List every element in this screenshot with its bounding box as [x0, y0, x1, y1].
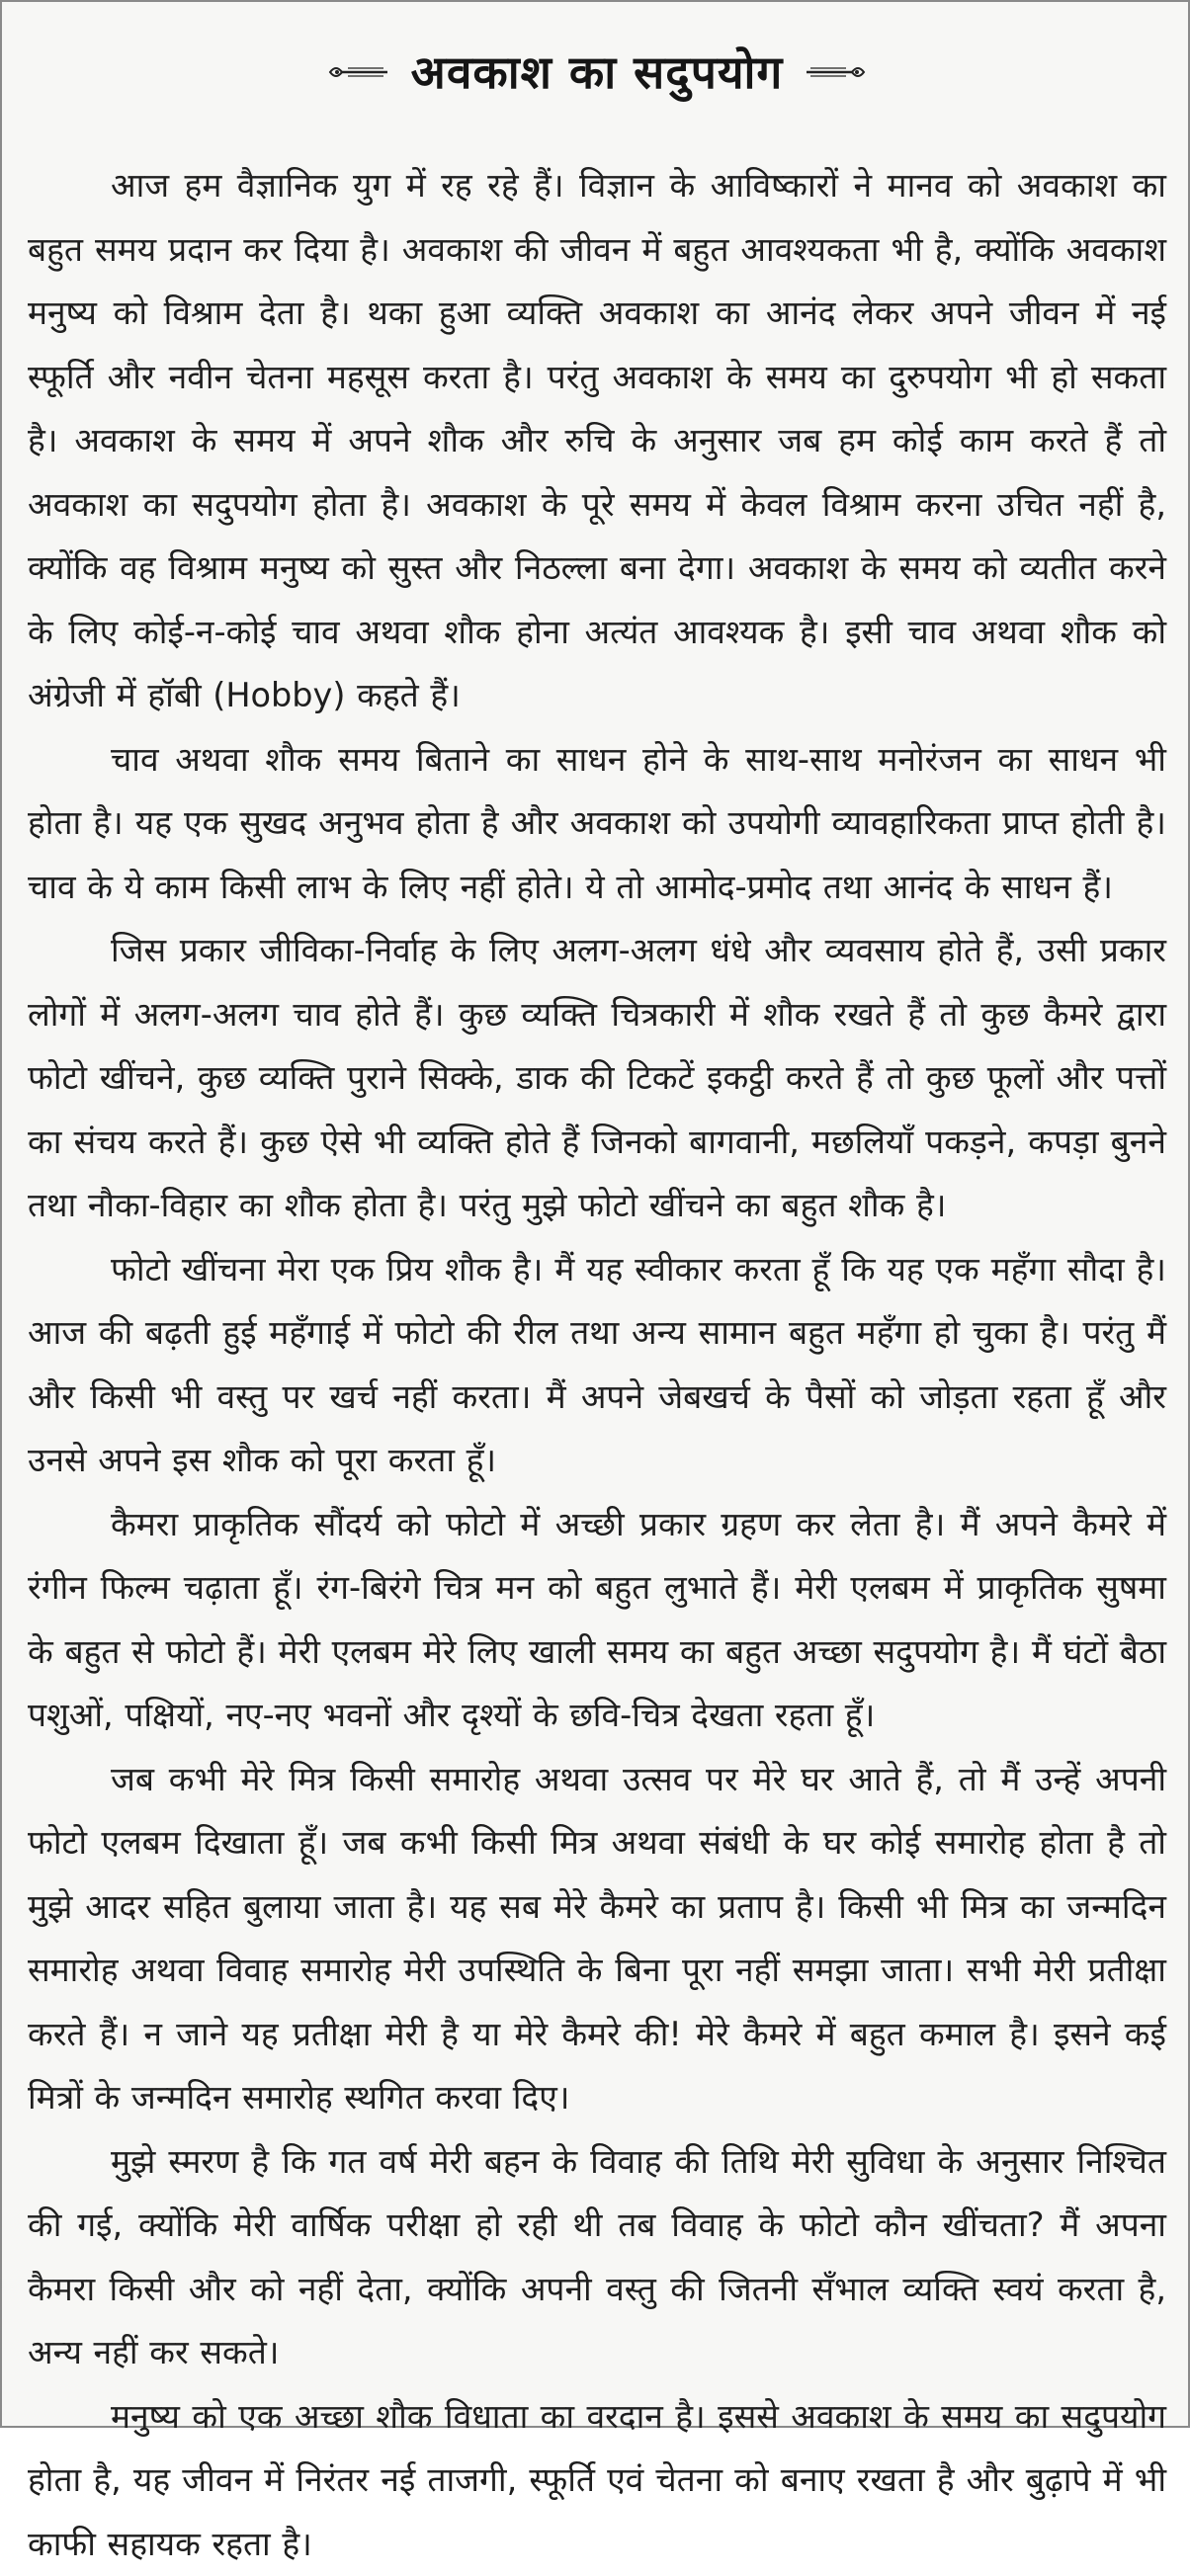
paragraph-8: मनुष्य को एक अच्छा शौक विधाता का वरदान है। इससे अवकाश के समय का सदुपयोग होता है, यह जीवन में निरंतर नई ताजगी, स्फूर्ति एवं चेतना को बनाए रखता है और बुढ़ापे में भी काफी सहायक रहता है।: [28, 2385, 1166, 2576]
title-row: [28, 38, 1166, 107]
paragraph-4: फोटो खींचना मेरा एक प्रिय शौक है। मैं यह स्वीकार करता हूँ कि यह एक महँगा सौदा है। आज की बढ़ती हुई महँगाई में फोटो की रील तथा अन्य सामान बहुत महँगा हो चुका है। परंतु मैं और किसी भी वस्तु पर खर्च नहीं करता। मैं अपने जेबखर्च के पैसों को जोड़ता रहता हूँ और उनसे अपने इस शौक को पूरा करता हूँ।: [28, 1238, 1166, 1493]
left-flourish-ornament: [328, 61, 389, 83]
essay-title: अवकाश का सदुपयोग: [411, 38, 784, 107]
paragraph-5: कैमरा प्राकृतिक सौंदर्य को फोटो में अच्छी प्रकार ग्रहण कर लेता है। मैं अपने कैमरे में रंगीन फिल्म चढ़ाता हूँ। रंग-बिरंगे चित्र मन को बहुत लुभाते हैं। मेरी एलबम में प्राकृतिक सुषमा के बहुत से फोटो हैं। मेरी एलबम मेरे लिए खाली समय का बहुत अच्छा सदुपयोग है। मैं घंटों बैठा पशुओं, पक्षियों, नए-नए भवनों और दृश्यों के छवि-चित्र देखता रहता हूँ।: [28, 1493, 1166, 1748]
paragraph-7: मुझे स्मरण है कि गत वर्ष मेरी बहन के विवाह की तिथि मेरी सुविधा के अनुसार निश्चित की गई, क्योंकि मेरी वार्षिक परीक्षा हो रही थी तब विवाह के फोटो कौन खींचता? मैं अपना कैमरा किसी और को नहीं देता, क्योंकि अपनी वस्तु की जितनी सँभाल व्यक्ति स्वयं करता है, अन्य नहीं कर सकते।: [28, 2130, 1166, 2385]
paragraph-6: जब कभी मेरे मित्र किसी समारोह अथवा उत्सव पर मेरे घर आते हैं, तो मैं उन्हें अपनी फोटो एलबम दिखाता हूँ। जब कभी किसी मित्र अथवा संबंधी के घर कोई समारोह होता है तो मुझे आदर सहित बुलाया जाता है। यह सब मेरे कैमरे का प्रताप है। किसी भी मित्र का जन्मदिन समारोह अथवा विवाह समारोह मेरी उपस्थिति के बिना पूरा नहीं समझा जाता। सभी मेरी प्रतीक्षा करते हैं। न जाने यह प्रतीक्षा मेरी है या मेरे कैमरे की! मेरे कैमरे में बहुत कमाल है। इसने कई मित्रों के जन्मदिन समारोह स्थगित करवा दिए।: [28, 1748, 1166, 2130]
right-flourish-ornament: [805, 61, 866, 83]
paragraph-1: आज हम वैज्ञानिक युग में रह रहे हैं। विज्ञान के आविष्कारों ने मानव को अवकाश का बहुत समय प्रदान कर दिया है। अवकाश की जीवन में बहुत आवश्यकता भी है, क्योंकि अवकाश मनुष्य को विश्राम देता है। थका हुआ व्यक्ति अवकाश का आनंद लेकर अपने जीवन में नई स्फूर्ति और नवीन चेतना महसूस करता है। परंतु अवकाश के समय का दुरुपयोग भी हो सकता है। अवकाश के समय में अपने शौक और रुचि के अनुसार जब हम कोई काम करते हैं तो अवकाश का सदुपयोग होता है। अवकाश के पूरे समय में केवल विश्राम करना उचित नहीं है, क्योंकि वह विश्राम मनुष्य को सुस्त और निठल्ला बना देगा। अवकाश के समय को व्यतीत करने के लिए कोई-न-कोई चाव अथवा शौक होना अत्यंत आवश्यक है। इसी चाव अथवा शौक को अंग्रेजी में हॉबी (Hobby) कहते हैं।: [28, 154, 1166, 728]
essay-body: [28, 154, 1166, 2576]
paragraph-3: जिस प्रकार जीविका-निर्वाह के लिए अलग-अलग धंधे और व्यवसाय होते हैं, उसी प्रकार लोगों में अलग-अलग चाव होते हैं। कुछ व्यक्ति चित्रकारी में शौक रखते हैं तो कुछ कैमरे द्वारा फोटो खींचने, कुछ व्यक्ति पुराने सिक्के, डाक की टिकटें इकट्ठी करते हैं तो कुछ फूलों और पत्तों का संचय करते हैं। कुछ ऐसे भी व्यक्ति होते हैं जिनको बागवानी, मछलियाँ पकड़ने, कपड़ा बुनने तथा नौका-विहार का शौक होता है। परंतु मुझे फोटो खींचने का बहुत शौक है।: [28, 919, 1166, 1238]
paragraph-2: चाव अथवा शौक समय बिताने का साधन होने के साथ-साथ मनोरंजन का साधन भी होता है। यह एक सुखद अनुभव होता है और अवकाश को उपयोगी व्यावहारिकता प्राप्त होती है। चाव के ये काम किसी लाभ के लिए नहीं होते। ये तो आमोद-प्रमोद तथा आनंद के साधन हैं।: [28, 728, 1166, 920]
